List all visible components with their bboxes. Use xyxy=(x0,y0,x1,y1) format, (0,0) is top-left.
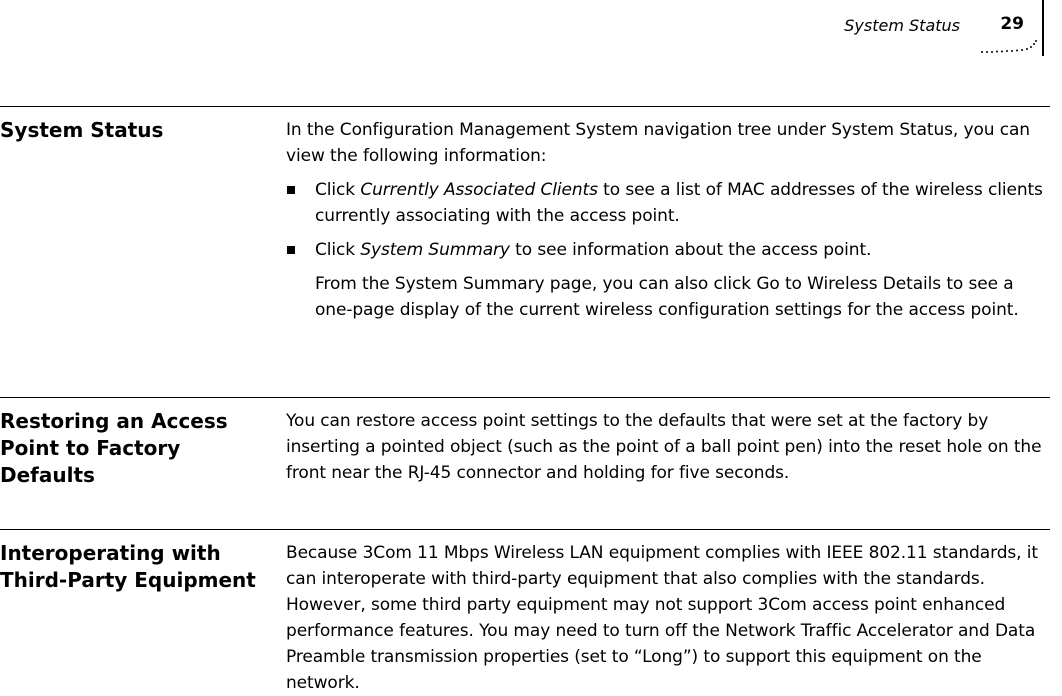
running-header xyxy=(804,10,1044,58)
body-paragraph: Because 3Com 11 Mbps Wireless LAN equipment complies with IEEE 802.11 standards, it can interoperate with third-party equipment that also complies with the standards. However, some third party equipment may not support 3Com access point enhanced performance features. You may need to turn off the Network Traffic Accelerator and Data Preamble transmission properties (set to “Long”) to support this equipment on the network. xyxy=(286,543,1038,693)
bullet-text: to see a list of MAC addresses of the wireless clients currently associating with the access point. xyxy=(315,180,1043,226)
bullet-prefix: Click xyxy=(315,240,361,260)
square-bullet-icon xyxy=(287,246,295,254)
section-heading: Restoring an Access Point to Factory Defaults xyxy=(0,409,228,487)
section-body xyxy=(286,408,1054,486)
dotted-curve-ornament xyxy=(980,40,1040,56)
body-paragraph: You can restore access point settings to the defaults that were set at the factory by inserting a pointed object (such as the point of a ball point pen) into the reset hole on the front near the RJ-45 connector and holding for five seconds. xyxy=(286,411,1042,483)
ui-term: System Summary xyxy=(360,240,510,260)
section-system-status xyxy=(0,106,1050,387)
square-bullet-icon xyxy=(287,186,295,194)
intro-paragraph: In the Configuration Management System navigation tree under System Status, you can view the following information: xyxy=(286,120,1030,166)
running-title: System Status xyxy=(844,16,960,35)
continuation-paragraph: From the System Summary page, you can also click Go to Wireless Details to see a one-page display of the current wireless configuration settings for the access point. xyxy=(315,274,1019,320)
bullet-list xyxy=(286,177,1054,263)
corner-rule xyxy=(1042,0,1044,56)
page-number: 29 xyxy=(1000,14,1024,34)
section-interoperating xyxy=(0,529,1050,696)
bullet-prefix: Click xyxy=(315,180,361,200)
section-heading: Interoperating with Third-Party Equipment xyxy=(0,541,256,592)
section-heading: System Status xyxy=(0,118,164,142)
section-restoring-defaults xyxy=(0,397,1050,518)
ui-term: Currently Associated Clients xyxy=(360,180,598,200)
section-body xyxy=(286,117,1054,323)
bullet-text: to see information about the access point. xyxy=(509,240,872,260)
bullet-item-associated-clients xyxy=(286,177,1054,229)
section-body xyxy=(286,540,1054,696)
bullet-item-system-summary xyxy=(286,237,1054,263)
